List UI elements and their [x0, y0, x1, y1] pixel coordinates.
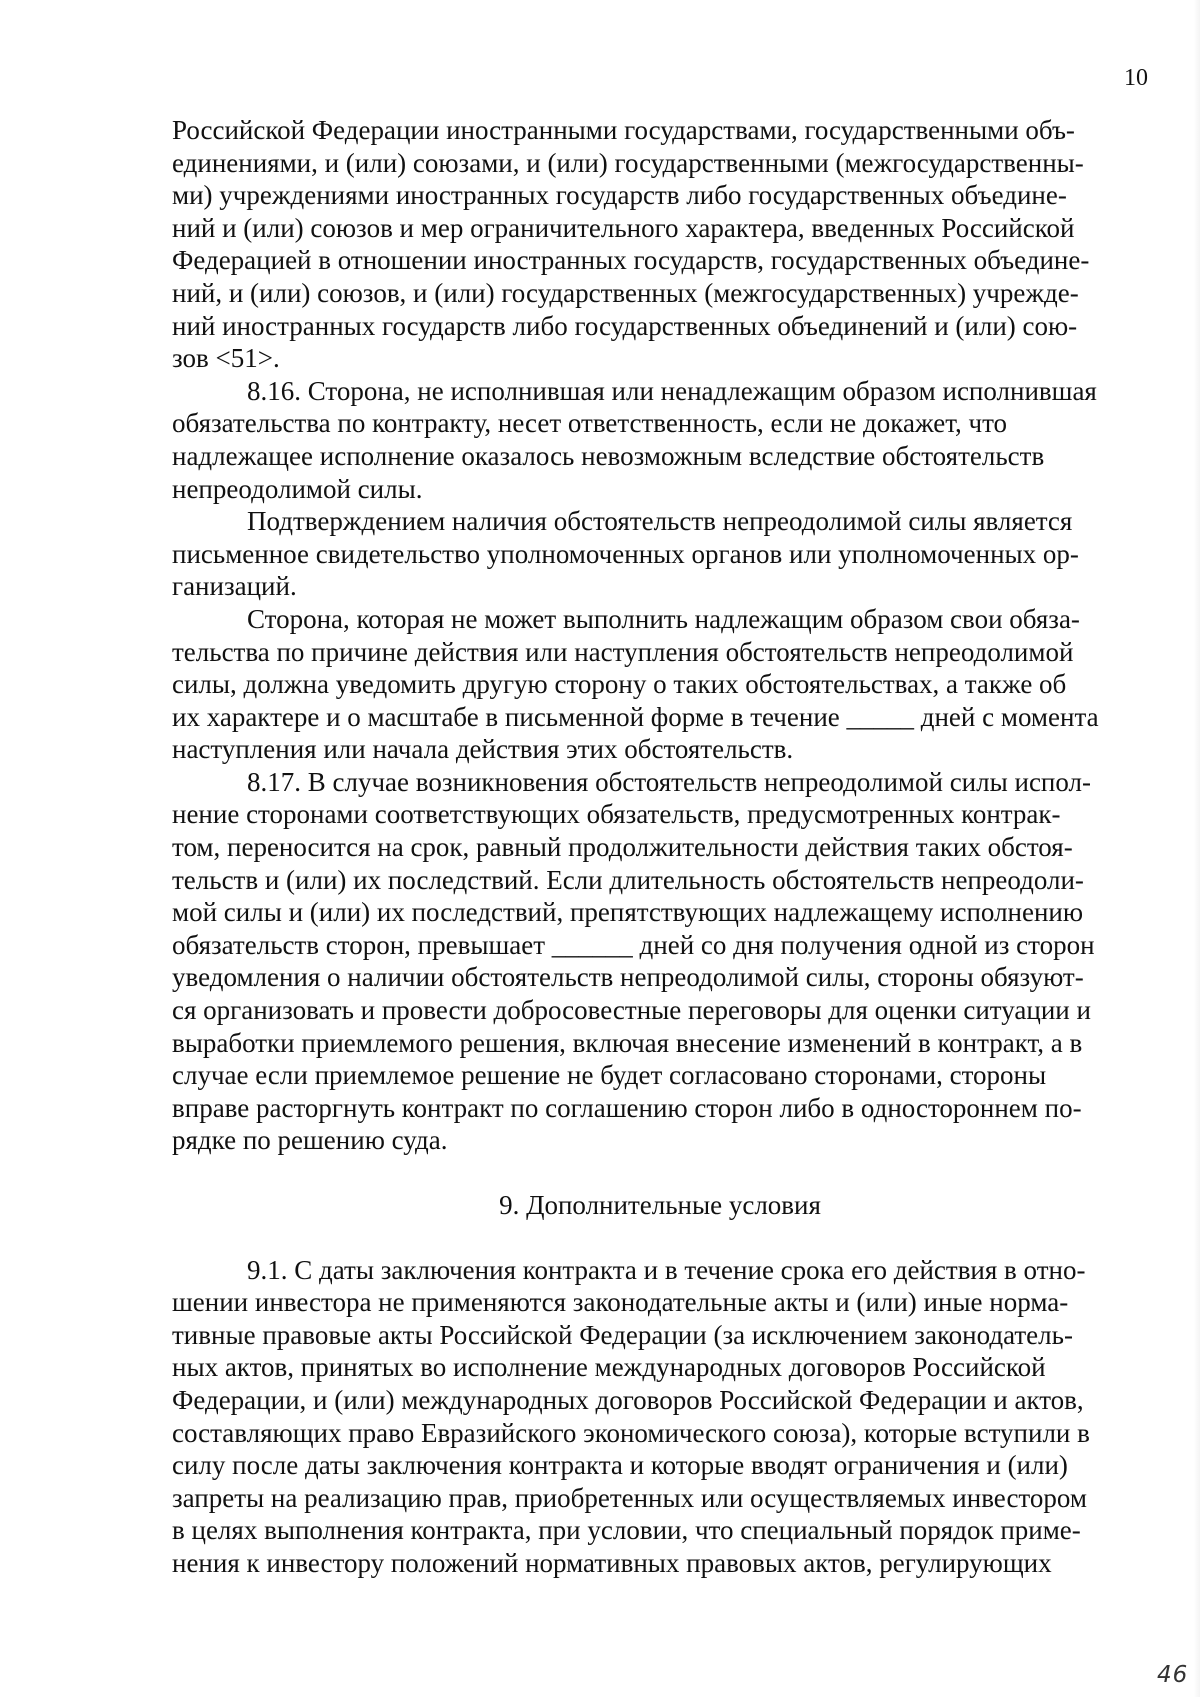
paragraph-8-16: 8.16. Сторона, не исполнившая или ненадлежащим образом исполнившая обязательства по контракту, несет ответственность, если не докажет, что надлежащее исполнение оказалось невозможным вследствие обстоятельств непреодолимой силы. [172, 375, 1097, 504]
document-body [172, 114, 1148, 1580]
paragraph-continuation: Российской Федерации иностранными государствами, государственными объ- единениями, и (или) союзами, и (или) государственными (межгосударственны- ми) учреждениями иностранных государств либо государственных объедине- ний и (или) союзов и мер ограничительного характера, введенных Российской Федерацией в отношении иностранных государств, государственных объедине- ний, и (или) союзов, и (или) государственных (межгосударственных) учрежде- ний иностранных государств либо государственных объединений и (или) сою- зов <51>. [172, 115, 1090, 374]
handwritten-mark: 46 [1157, 1662, 1189, 1688]
paragraph-9-1: 9.1. С даты заключения контракта и в течение срока его действия в отно- шении инвестора не применяются законодательные акты и (или) иные норма- тивные правовые акты Российской Федерации (за исключением законодатель- ных актов, принятых во исполнение международных договоров Российской Федерации, и (или) международных договоров Российской Федерации и актов, составляющих право Евразийского экономического союза), которые вступили в силу после даты заключения контракта и которые вводят ограничения и (или) запреты на реализацию прав, приобретенных или осуществляемых инвестором в целях выполнения контракта, при условии, что специальный порядок приме- нения к инвестору положений нормативных правовых актов, регулирующих [172, 1254, 1090, 1578]
paragraph-notification: Сторона, которая не может выполнить надлежащим образом свои обяза- тельства по причине действия или наступления обстоятельств непреодолимой силы, должна уведомить другую сторону о таких обстоятельствах, а также об их характере и о масштабе в письменной форме в течение _____ дней с момента наступления или начала действия этих обстоятельств. [172, 603, 1099, 765]
scan-edge [1194, 0, 1200, 1697]
paragraph-force-majeure-proof: Подтверждением наличия обстоятельств непреодолимой силы является письменное свидетельство уполномоченных органов или уполномоченных ор- ганизаций. [172, 506, 1079, 602]
section-heading: 9. Дополнительные условия [499, 1190, 821, 1220]
paragraph-8-17: 8.17. В случае возникновения обстоятельств непреодолимой силы испол- нение сторонами соответствующих обязательств, предусмотренных контрак- том, переносится на срок, равный продолжительности действия таких обстоя- тельств и (или) их последствий. Если длительность обстоятельств непреодоли- мой силы и (или) их последствий, препятствующих надлежащему исполнению обязательств сторон, превышает ______ дней со дня получения одной из сторон уведомления о наличии обстоятельств непреодолимой силы, стороны обязуют- ся организовать и провести добросовестные переговоры для оценки ситуации и выработки приемлемого решения, включая внесение изменений в контракт, а в случае если приемлемое решение не будет согласовано сторонами, стороны вправе расторгнуть контракт по соглашению сторон либо в одностороннем по- рядке по решению суда. [172, 766, 1095, 1156]
page-number: 10 [1124, 65, 1148, 91]
